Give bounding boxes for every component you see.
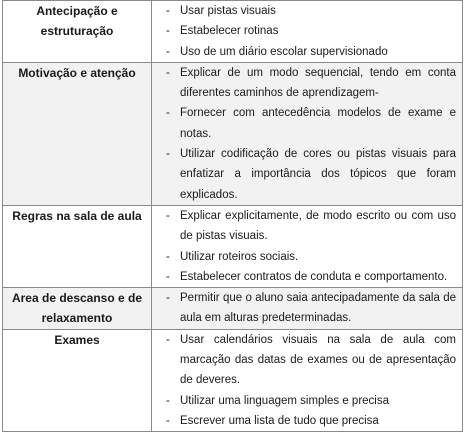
list-marker: - xyxy=(166,270,170,283)
list-item xyxy=(152,206,462,247)
list-item-text: Usar pistas visuais xyxy=(180,5,276,17)
list-marker: - xyxy=(166,45,170,58)
list-marker: - xyxy=(166,209,170,222)
category-label: Exames xyxy=(54,332,100,347)
list-item-text: Utilizar codificação de cores ou pistas visuais para enfatizar a importância dos tópicos que foram explicados. xyxy=(180,148,456,201)
list-item-text: Estabelecer rotinas xyxy=(180,25,279,38)
list-item-text: Explicar explicitamente, de modo escrito ou com uso de pistas visuais. xyxy=(180,209,456,243)
list-item xyxy=(152,42,462,62)
list-item xyxy=(152,288,462,329)
items-cell xyxy=(152,205,463,287)
table-row xyxy=(3,288,463,330)
items-cell xyxy=(152,1,463,63)
list-item xyxy=(152,411,462,431)
list-item xyxy=(152,144,462,205)
list-marker: - xyxy=(166,292,170,305)
list-item-text: Usar calendários visuais na sala de aula com marcação das datas de exames ou de apresentação de deveres. xyxy=(180,333,456,387)
list-marker: - xyxy=(166,250,170,263)
category-cell xyxy=(3,1,152,63)
list-marker: - xyxy=(166,66,170,79)
list-marker: - xyxy=(166,414,170,427)
table-row xyxy=(3,205,463,287)
strategies-table xyxy=(2,0,463,432)
table-row xyxy=(3,329,463,431)
list-item-text: Explicar de um modo sequencial, tendo em conta diferentes caminhos de aprendizagem- xyxy=(180,66,456,100)
category-label: Antecipação e estruturação xyxy=(36,4,118,38)
list-marker: - xyxy=(166,333,170,346)
category-cell xyxy=(3,288,152,330)
list-item-text: Escrever uma lista de tudo que precisa xyxy=(180,414,379,427)
list-marker: - xyxy=(166,25,170,38)
table-row xyxy=(3,62,463,205)
list-item xyxy=(152,330,462,391)
list-item xyxy=(152,391,462,411)
category-cell xyxy=(3,329,152,431)
strategies-table-body xyxy=(3,1,463,432)
list-marker: - xyxy=(166,107,170,120)
table-row xyxy=(3,1,463,63)
category-label: Motivação e atenção xyxy=(18,65,136,80)
list-item-text: Estabelecer contratos de conduta e comportamento. xyxy=(180,270,448,283)
list-item xyxy=(152,247,462,267)
list-item xyxy=(152,63,462,104)
category-label: Area de descanso e de relaxamento xyxy=(11,291,143,326)
list-item xyxy=(152,1,462,21)
list-marker: - xyxy=(166,394,170,407)
list-item xyxy=(152,21,462,41)
category-cell xyxy=(3,62,152,205)
list-item xyxy=(152,267,462,287)
list-item xyxy=(152,103,462,144)
list-item-text: Utilizar roteiros sociais. xyxy=(180,250,299,263)
items-cell xyxy=(152,329,463,431)
items-cell xyxy=(152,288,463,330)
category-label: Regras na sala de aula xyxy=(12,208,142,223)
items-cell xyxy=(152,62,463,205)
list-item-text: Permitir que o aluno saia antecipadamente da sala de aula em alturas predeterminadas. xyxy=(180,292,456,325)
category-cell xyxy=(3,205,152,287)
list-item-text: Fornecer com antecedência modelos de exame e notas. xyxy=(180,107,456,140)
list-item-text: Uso de um diário escolar supervisionado xyxy=(180,45,388,58)
list-marker: - xyxy=(166,5,170,17)
list-marker: - xyxy=(166,148,170,161)
list-item-text: Utilizar uma linguagem simples e precisa xyxy=(180,394,389,407)
